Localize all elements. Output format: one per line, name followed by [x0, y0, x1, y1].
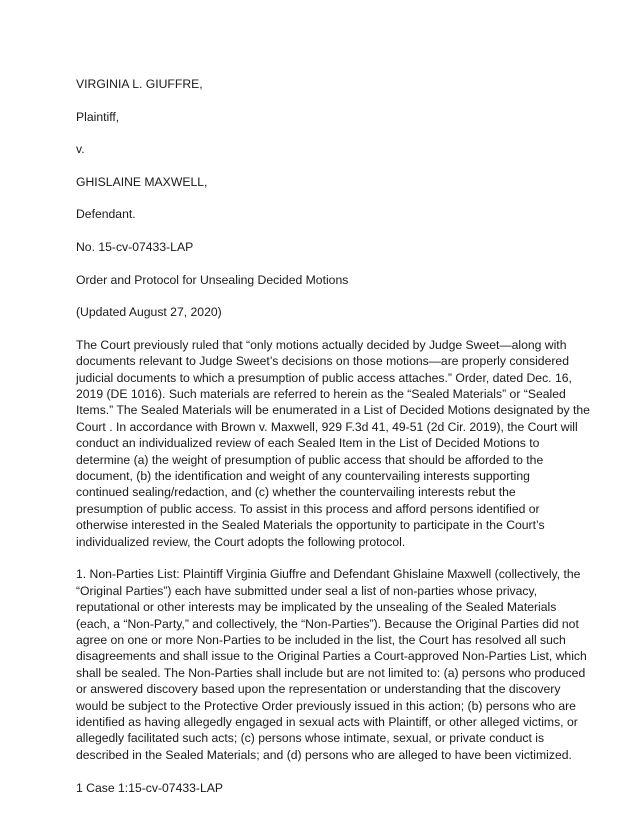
paragraph-line: reputational or other interests may be implicated by the unsealing of the Sealed Materials: [76, 600, 557, 615]
defendant-name: GHISLAINE MAXWELL,: [76, 174, 208, 189]
paragraph-line: determine (a) the weight of presumption of public access that should be afforded to the: [76, 452, 544, 467]
paragraph-line: continued sealing/redaction, and (c) whether the countervailing interests rebut the: [76, 485, 516, 500]
document-title: Order and Protocol for Unsealing Decided Motions: [76, 272, 349, 287]
paragraph-line: described in the Sealed Materials; and (d) persons who are alleged to have been victimized.: [76, 747, 572, 762]
section-1-paragraph: [76, 566, 587, 763]
paragraph-line: identified as having allegedly engaged in sexual acts with Plaintiff, or other alleged victims, or: [76, 715, 578, 730]
case-caption: [76, 76, 566, 321]
paragraph-line: agree on one or more Non-Parties to be included in the list, the Court has resolved all such: [76, 633, 566, 648]
paragraph-line: documents relevant to Judge Sweet’s decisions on those motions—are properly considered: [76, 354, 569, 369]
paragraph-line: 2019 (DE 1016). Such materials are referred to herein as the “Sealed Materials” or “Sealed: [76, 386, 566, 401]
paragraph-line: individualized review, the Court adopts the following protocol.: [76, 534, 406, 549]
plaintiff-role: Plaintiff,: [76, 109, 120, 124]
paragraph-line: (each, a “Non-Party,” and collectively, the “Non-Parties”). Because the Original Parties did not: [76, 616, 579, 631]
paragraph-line: presumption of public access. To assist in this process and afford persons identified or: [76, 501, 540, 516]
intro-paragraph: [76, 337, 590, 550]
paragraph-line: shall be sealed. The Non-Parties shall include but are not limited to: (a) persons who produced: [76, 665, 586, 680]
paragraph-line: Items.” The Sealed Materials will be enumerated in a List of Decided Motions designated by the: [76, 403, 590, 418]
plaintiff-name: VIRGINIA L. GIUFFRE,: [76, 77, 203, 91]
paragraph-line: The Court previously ruled that “only motions actually decided by Judge Sweet—along with: [76, 337, 567, 352]
versus: v.: [76, 142, 85, 157]
paragraph-line: document, (b) the identification and weight of any countervailing interests supporting: [76, 469, 530, 483]
updated-date: (Updated August 27, 2020): [76, 305, 222, 320]
paragraph-line: “Original Parties”) each have submitted under seal a list of non-parties whose privacy,: [76, 583, 538, 598]
paragraph-line: allegedly facilitated such acts; (c) persons whose intimate, sexual, or private conduct is: [76, 731, 545, 746]
paragraph-line: otherwise interested in the Sealed Materials the opportunity to participate in the Court’s: [76, 518, 545, 533]
defendant-role: Defendant.: [76, 207, 136, 222]
paragraph-line: or answered discovery based upon the representation or understanding that the discovery: [76, 682, 561, 697]
paragraph-line: disagreements and shall issue to the Original Parties a Court-approved Non-Parties List, which: [76, 649, 587, 664]
paragraph-line: Court . In accordance with Brown v. Maxwell, 929 F.3d 41, 49-51 (2d Cir. 2019), the Court will: [76, 419, 578, 434]
page-footer: 1 Case 1:15-cv-07433-LAP: [76, 780, 224, 795]
paragraph-line: judicial documents to which a presumption of public access attaches.” Order, dated Dec. 16,: [76, 370, 572, 385]
paragraph-line: 1. Non-Parties List: Plaintiff Virginia Giuffre and Defendant Ghislaine Maxwell (collectively, the: [76, 567, 581, 582]
paragraph-line: would be subject to the Protective Order previously issued in this action; (b) persons who are: [76, 698, 576, 713]
case-number: No. 15-cv-07433-LAP: [76, 239, 194, 254]
paragraph-line: conduct an individualized review of each Sealed Item in the List of Decided Motions to: [76, 436, 540, 451]
